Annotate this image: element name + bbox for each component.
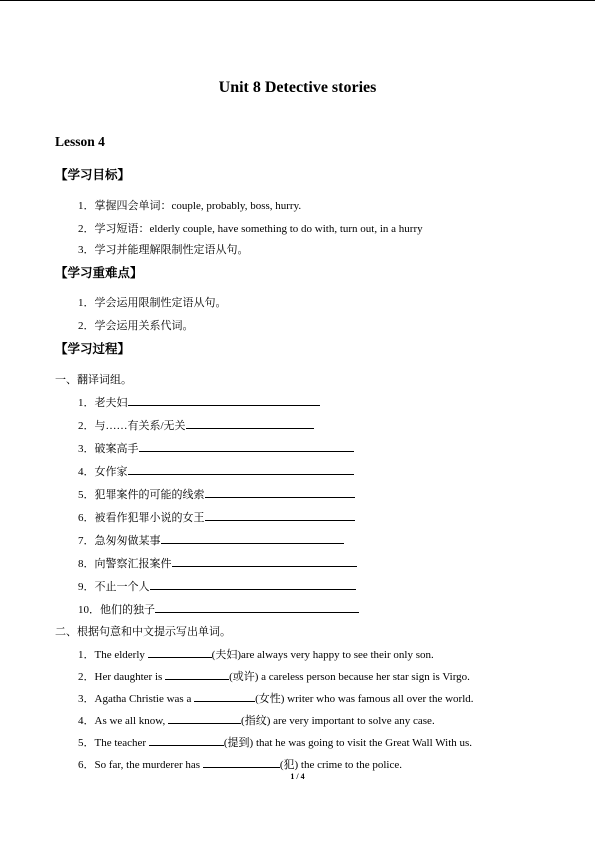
item-number: 1． xyxy=(78,397,95,409)
sentence-start: The elderly xyxy=(94,649,148,661)
chinese-hint: (指纹) xyxy=(241,715,271,727)
item-number: 1． xyxy=(78,649,95,661)
chinese-hint: (或许) xyxy=(229,671,259,683)
sentence-start: The teacher xyxy=(94,737,149,749)
translation-item xyxy=(78,486,355,502)
answer-blank[interactable] xyxy=(165,669,229,680)
item-number: 5． xyxy=(78,737,95,749)
item-number: 10． xyxy=(78,604,100,616)
sentence-end: the crime to the police. xyxy=(298,759,402,771)
objective-item xyxy=(78,220,423,236)
translation-item xyxy=(78,601,359,617)
answer-blank[interactable] xyxy=(139,441,354,452)
answer-blank[interactable] xyxy=(149,735,224,746)
sentence-end: a careless person because her star sign is Virgo. xyxy=(258,671,470,683)
key-points-heading: 【学习重难点】 xyxy=(55,265,143,280)
item-number: 8． xyxy=(78,558,95,570)
item-text: 向警察汇报案件 xyxy=(94,558,172,570)
answer-blank[interactable] xyxy=(148,647,212,658)
item-number: 1． xyxy=(78,297,95,309)
fill-in-item xyxy=(78,756,402,772)
answer-blank[interactable] xyxy=(172,556,357,567)
sentence-start: Her daughter is xyxy=(94,671,166,683)
item-number: 1． xyxy=(78,200,95,212)
answer-blank[interactable] xyxy=(186,418,314,429)
sentence-end: writer who was famous all over the world. xyxy=(284,693,474,705)
item-number: 7． xyxy=(78,535,95,547)
item-number: 2． xyxy=(78,223,95,235)
process-heading: 【学习过程】 xyxy=(55,341,131,356)
key-point-item xyxy=(78,317,194,333)
fill-in-item xyxy=(78,646,434,662)
item-text: 被看作犯罪小说的女王 xyxy=(94,512,205,524)
page-number: 1 / 4 xyxy=(290,772,305,781)
item-text: 破案高手 xyxy=(94,443,139,455)
answer-blank[interactable] xyxy=(155,602,359,613)
translation-item xyxy=(78,509,355,525)
item-number: 3． xyxy=(78,443,95,455)
item-text: 他们的独子 xyxy=(100,604,155,616)
fill-in-item xyxy=(78,690,474,706)
item-text: 不止一个人 xyxy=(94,581,150,593)
sentence-end: that he was going to visit the Great Wall With us. xyxy=(253,737,473,749)
translation-item xyxy=(78,394,320,410)
fill-in-item xyxy=(78,712,435,728)
answer-blank[interactable] xyxy=(161,533,344,544)
answer-blank[interactable] xyxy=(168,713,241,724)
objective-item xyxy=(78,241,249,257)
item-number: 2． xyxy=(78,671,95,683)
objective-item xyxy=(78,197,301,213)
item-number: 3． xyxy=(78,693,95,705)
part2-heading: 二、根据句意和中文提示写出单词。 xyxy=(55,625,231,638)
translation-item xyxy=(78,417,314,433)
item-number: 2． xyxy=(78,320,95,332)
item-text: 犯罪案件的可能的线索 xyxy=(94,489,205,501)
item-text: 学习并能理解限制性定语从句。 xyxy=(94,244,249,256)
chinese-hint: (犯) xyxy=(279,759,299,771)
objectives-heading: 【学习目标】 xyxy=(55,167,131,182)
answer-blank[interactable] xyxy=(150,579,356,590)
translation-item xyxy=(78,463,354,479)
sentence-end: are very important to solve any case. xyxy=(270,715,435,727)
lesson-heading: Lesson 4 xyxy=(55,134,105,149)
item-text: 学习短语：elderly couple, have something to do with, turn out, in a hurry xyxy=(94,223,423,235)
answer-blank[interactable] xyxy=(203,757,280,768)
item-number: 4． xyxy=(78,466,95,478)
key-point-item xyxy=(78,294,227,310)
chinese-hint: (女性) xyxy=(255,693,285,705)
answer-blank[interactable] xyxy=(194,691,255,702)
item-number: 6． xyxy=(78,512,95,524)
item-number: 3． xyxy=(78,244,95,256)
translation-item xyxy=(78,555,357,571)
sentence-end: are always very happy to see their only son. xyxy=(240,649,434,661)
answer-blank[interactable] xyxy=(128,464,354,475)
fill-in-item xyxy=(78,734,472,750)
item-text: 学会运用限制性定语从句。 xyxy=(94,297,227,309)
document-title: Unit 8 Detective stories xyxy=(218,79,377,96)
top-rule xyxy=(0,0,595,1)
item-text: 学会运用关系代词。 xyxy=(94,320,194,332)
fill-in-item xyxy=(78,668,470,684)
answer-blank[interactable] xyxy=(128,395,320,406)
item-text: 老夫妇 xyxy=(94,397,128,409)
translation-item xyxy=(78,578,356,594)
item-text: 急匆匆做某事 xyxy=(94,535,161,547)
item-number: 5． xyxy=(78,489,95,501)
item-text: 与……有关系/无关 xyxy=(94,420,186,432)
item-text: 掌握四会单词：couple, probably, boss, hurry. xyxy=(94,200,302,212)
item-text: 女作家 xyxy=(94,466,128,478)
translation-item xyxy=(78,440,354,456)
item-number: 2． xyxy=(78,420,95,432)
answer-blank[interactable] xyxy=(205,487,355,498)
part1-heading: 一、翻译词组。 xyxy=(55,373,132,386)
sentence-start: So far, the murderer has xyxy=(94,759,203,771)
sentence-start: Agatha Christie was a xyxy=(94,693,195,705)
chinese-hint: (夫妇) xyxy=(211,649,241,661)
item-number: 9． xyxy=(78,581,95,593)
item-number: 6． xyxy=(78,759,95,771)
answer-blank[interactable] xyxy=(205,510,355,521)
translation-item xyxy=(78,532,344,548)
chinese-hint: (提到) xyxy=(223,737,254,749)
item-number: 4． xyxy=(78,715,95,727)
sentence-start: As we all know, xyxy=(94,715,169,727)
